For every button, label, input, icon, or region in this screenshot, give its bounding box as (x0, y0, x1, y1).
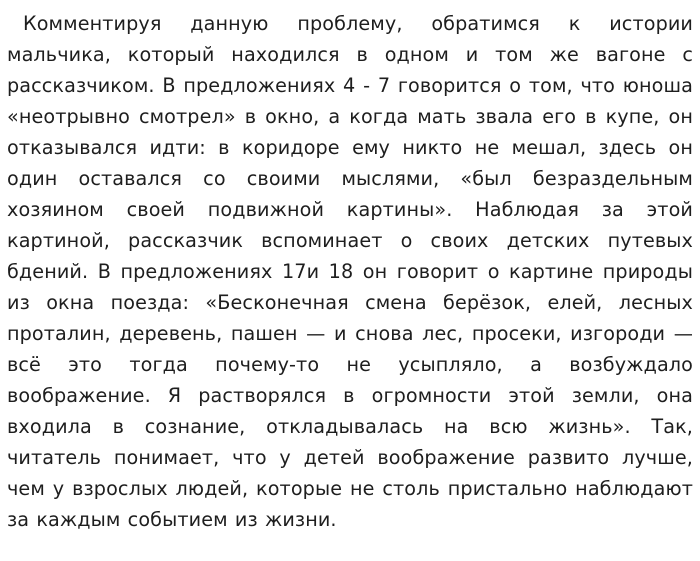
essay-paragraph: Комментируя данную проблему, обратимся к истории мальчика, который находился в одном и том же вагоне с рассказчиком. В предложениях 4 - 7 говорится о том, что юноша «неотрывно смотрел» в окно, а когда мать звала его в купе, он отказывался идти: в коридоре ему никто не мешал, здесь он один оставался со своими мыслями, «был безраздельным хозяином своей подвижной картины». Наблюдая за этой картиной, рассказчик вспоминает о своих детских путевых бдений. В предложениях 17и 18 он говорит о картине природы из окна поезда: «Бесконечная смена берёзок, елей, лесных проталин, деревень, пашен — и снова лес, просеки, изгороди — всё это тогда почему-то не усыпляло, а возбуждало воображение. Я растворялся в огромности этой земли, она входила в сознание, откладывалась на всю жизнь». Так, читатель понимает, что у детей воображение развито лучше, чем у взрослых людей, которые не столь пристально наблюдают за каждым событием из жизни. (7, 12, 693, 531)
